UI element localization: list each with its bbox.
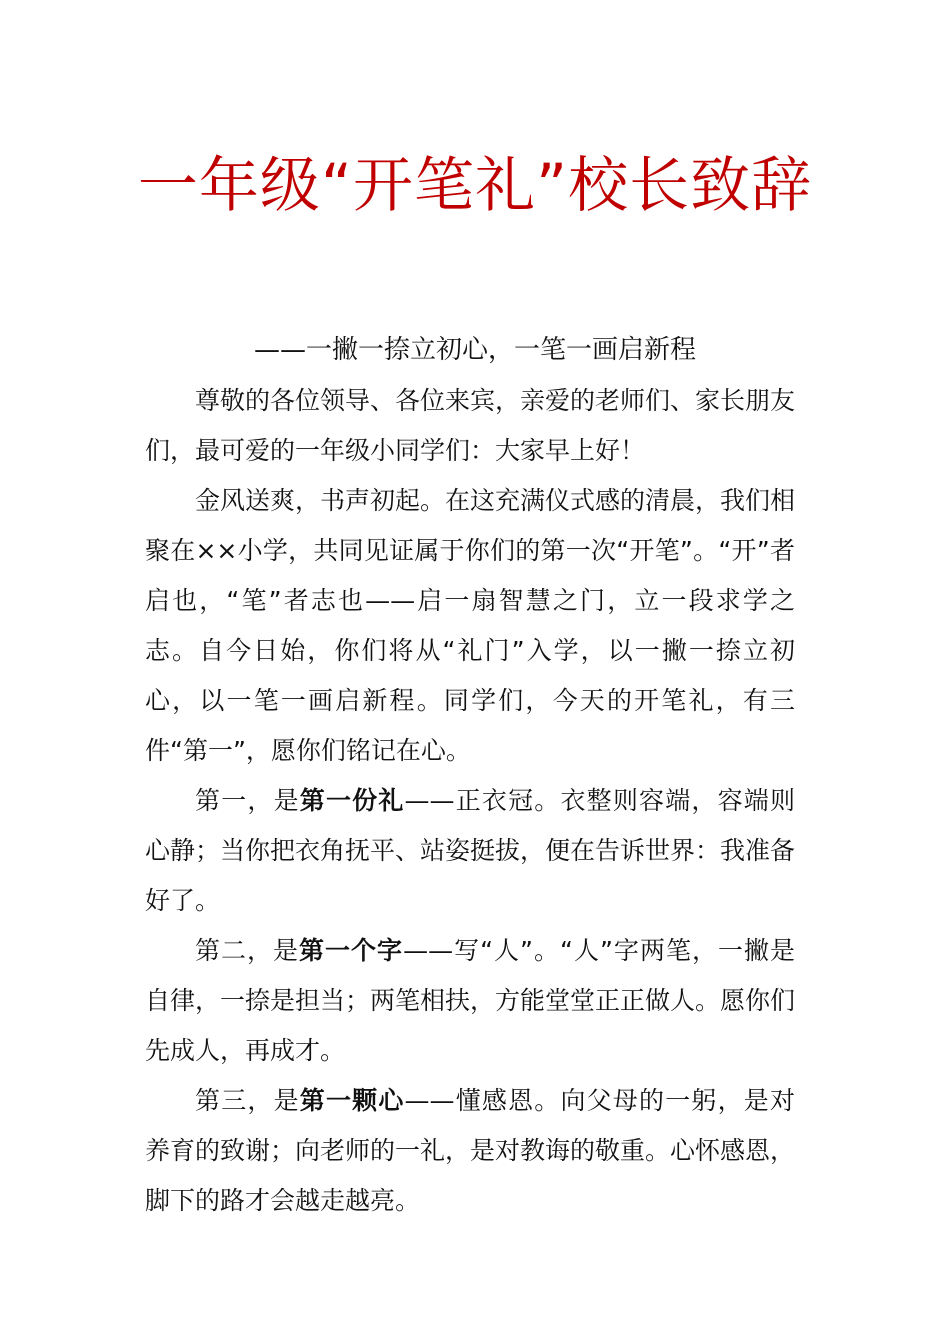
document-title: 一年级“开笔礼”校长致辞 (137, 151, 813, 221)
point-text: ——写“人”。“人”字两笔，一撇是自律，一捺是担当；两笔相扶，方能堂堂正正做人。愿你们先成人，再成才。 (145, 936, 796, 1065)
point-paragraph-2 (145, 926, 795, 1076)
point-emphasis: 第一份礼 (299, 786, 405, 815)
greeting-paragraph: 尊敬的各位领导、各位来宾，亲爱的老师们、家长朋友们，最可爱的一年级小同学们：大家早上好！ (145, 386, 796, 465)
point-paragraph-1 (145, 776, 795, 926)
intro-paragraph: 金风送爽，书声初起。在这充满仪式感的清晨，我们相聚在××小学，共同见证属于你们的第一次“开笔”。“开”者启也，“笔”者志也——启一扇智慧之门，立一段求学之志。自今日始，你们将从“礼门”入学，以一撇一捺立初心，以一笔一画启新程。同学们，今天的开笔礼，有三件“第一”，愿你们铭记在心。 (145, 486, 796, 765)
point-text: ——正衣冠。衣整则容端，容端则心静；当你把衣角抚平、站姿挺拔，便在告诉世界：我准备好了。 (145, 786, 796, 915)
point-paragraph-3 (145, 1076, 795, 1226)
document-body (145, 376, 795, 1226)
document-subtitle: ——一撇一捺立初心，一笔一画启新程 (253, 335, 696, 365)
point-emphasis: 第一个字 (299, 936, 404, 965)
point-prefix: 第一，是 (195, 786, 300, 815)
point-emphasis: 第一颗心 (299, 1086, 405, 1115)
point-text: ——懂感恩。向父母的一躬，是对养育的致谢；向老师的一礼，是对教诲的敬重。心怀感恩，脚下的路才会越走越亮。 (145, 1086, 796, 1215)
point-prefix: 第二，是 (195, 936, 300, 965)
point-prefix: 第三，是 (195, 1086, 300, 1115)
